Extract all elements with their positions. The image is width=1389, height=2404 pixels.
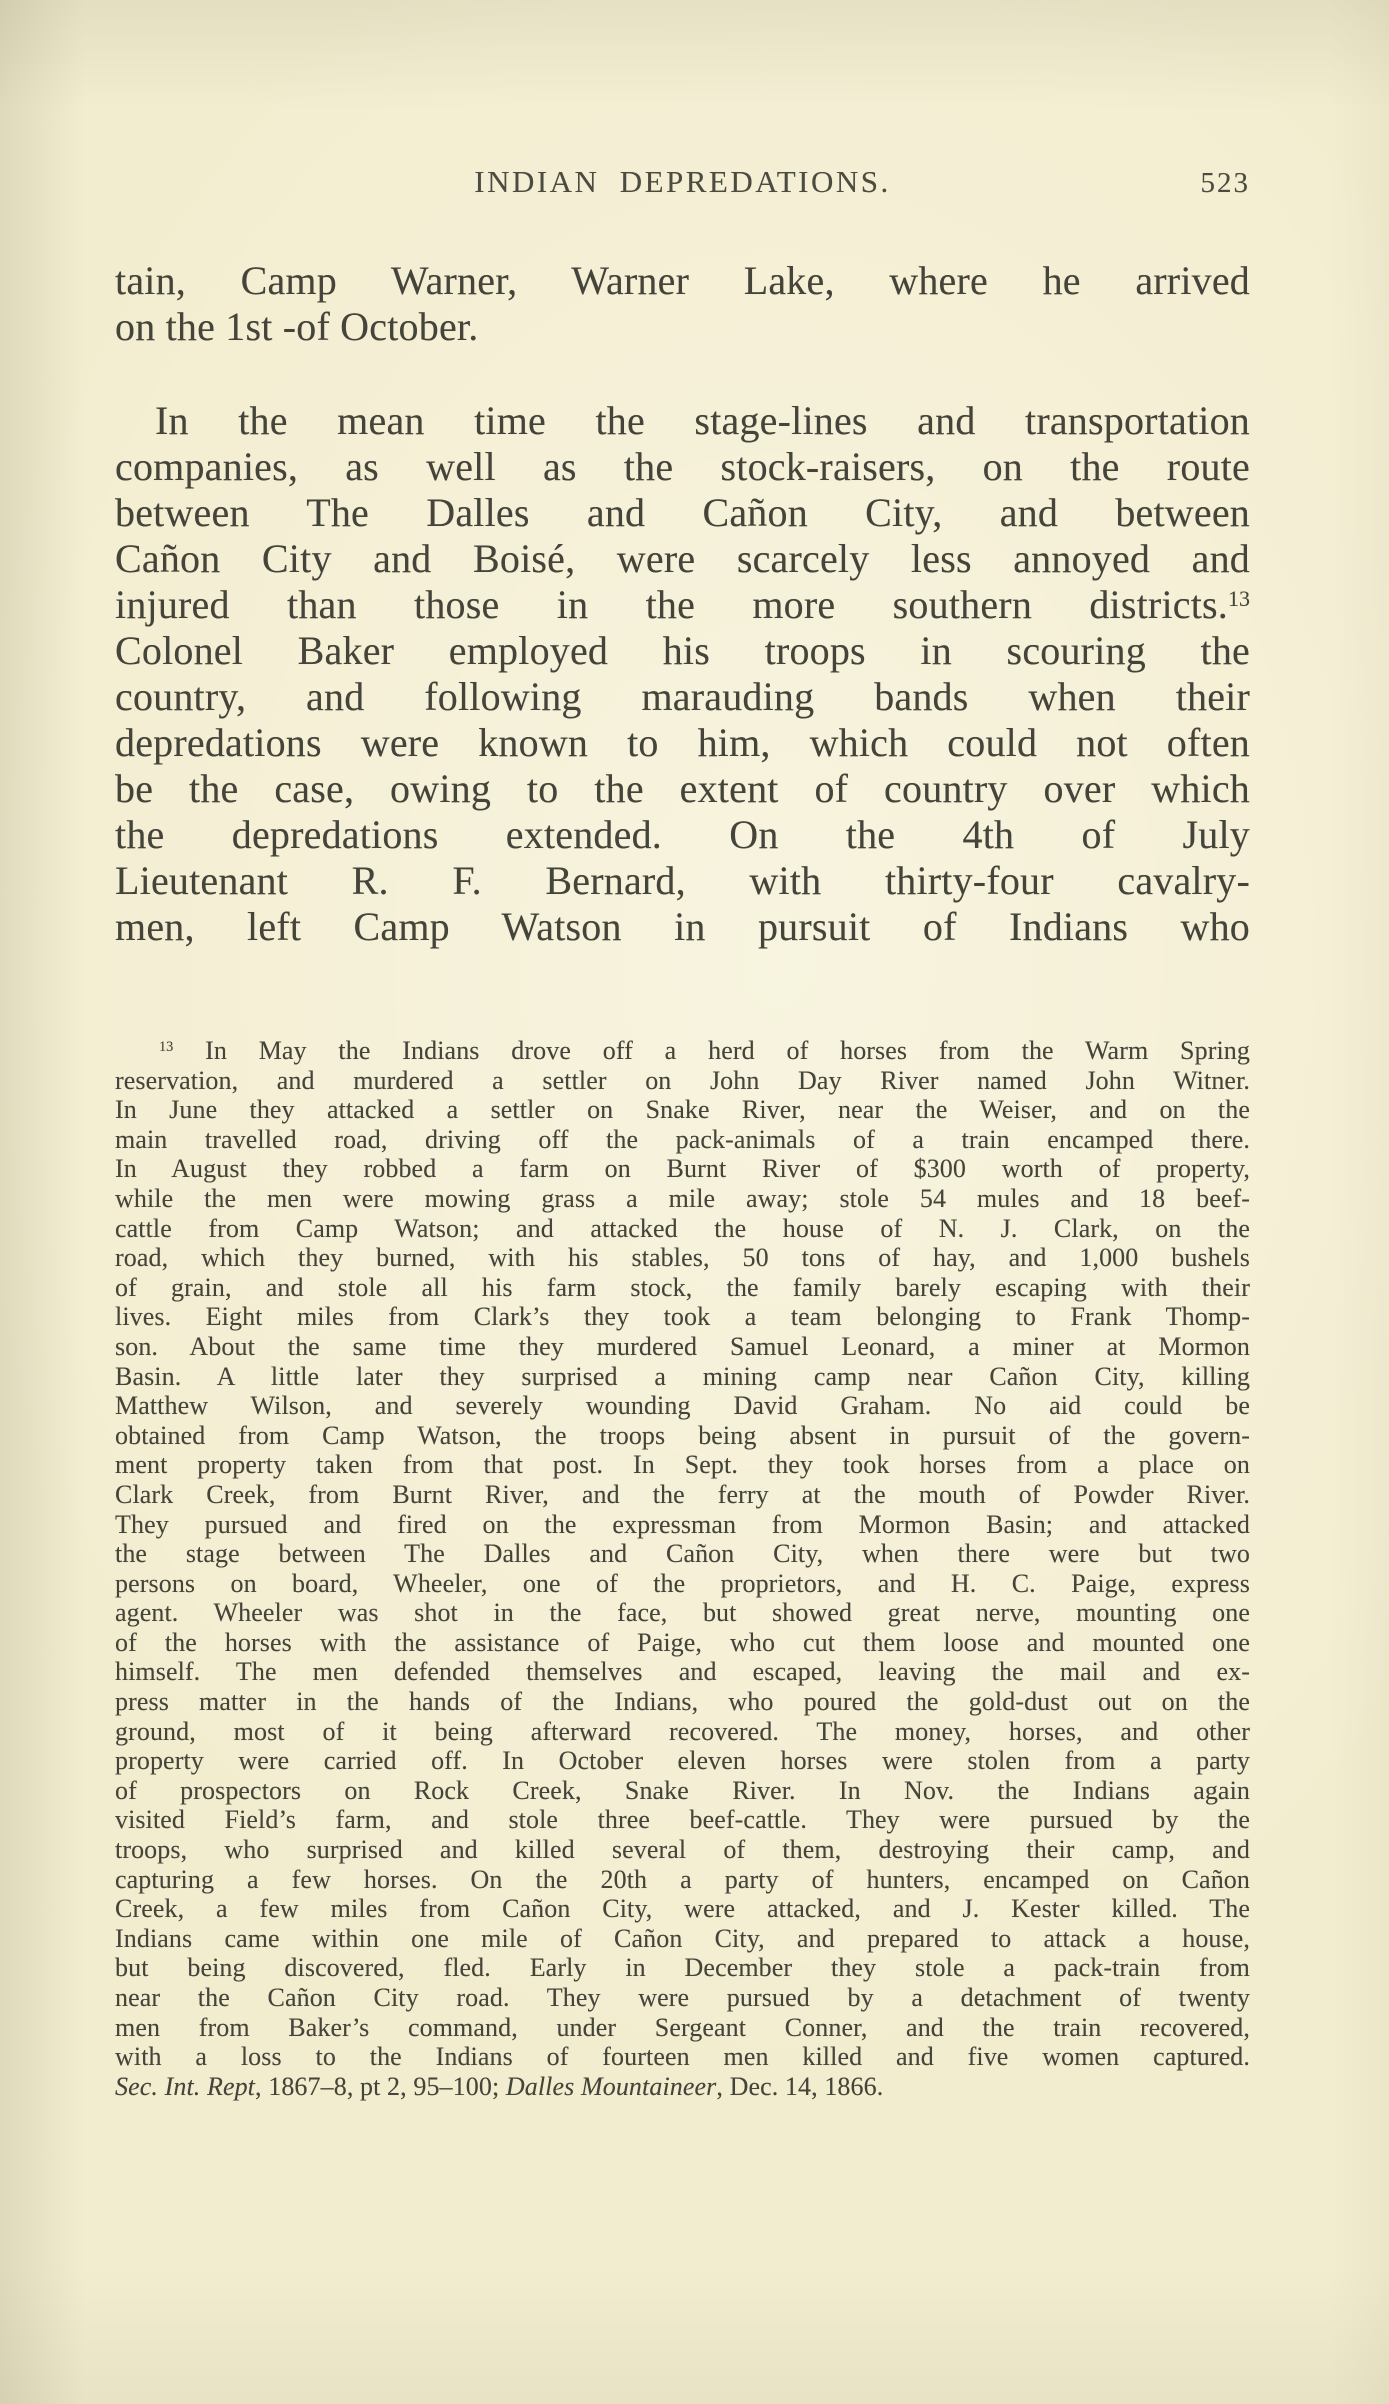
- footnote-line: [115, 1687, 1250, 1717]
- footnote-line: [115, 1539, 1250, 1569]
- page-header: [115, 164, 1250, 206]
- text-run: of grain, and stole all his farm stock, the family barely escaping with their: [115, 1272, 1250, 1302]
- text-run: the depredations extended. On the 4th of July: [115, 812, 1250, 857]
- text-run: Creek, a few miles from Cañon City, were attacked, and J. Kester killed. The: [115, 1894, 1250, 1924]
- text-run: press matter in the hands of the Indians, who poured the gold-dust out on the: [115, 1687, 1250, 1717]
- footnote-line: [115, 2072, 1250, 2102]
- text-run: In the mean time the stage-lines and transportation: [155, 398, 1250, 443]
- text-run: but being discovered, fled. Early in December they stole a pack-train from: [115, 1953, 1250, 1983]
- text-run: Indians came within one mile of Cañon City, and prepared to attack a house,: [115, 1923, 1250, 1953]
- footnote-line: [115, 1095, 1250, 1125]
- text-run: tain, Camp Warner, Warner Lake, where he arrived: [115, 258, 1250, 303]
- footnote-marker: 13: [159, 1039, 174, 1056]
- text-run: Matthew Wilson, and severely wounding David Graham. No aid could be: [115, 1391, 1250, 1421]
- footnote-line: [115, 1391, 1250, 1421]
- text-run: lives. Eight miles from Clark’s they took a team belonging to Frank Thomp-: [115, 1302, 1250, 1332]
- text-run: of prospectors on Rock Creek, Snake River. In Nov. the Indians again: [115, 1775, 1250, 1805]
- text-run: agent. Wheeler was shot in the face, but showed great nerve, mounting one: [115, 1598, 1250, 1628]
- text-run: They pursued and fired on the expressman from Mormon Basin; and attacked: [115, 1509, 1250, 1539]
- footnote: [115, 1036, 1250, 2101]
- footnote-line: [115, 1569, 1250, 1599]
- footnote-line: [115, 2042, 1250, 2072]
- footnote-line: [115, 1510, 1250, 1540]
- footnote-line: [115, 2013, 1250, 2043]
- text-run: with a loss to the Indians of fourteen men killed and five women captured.: [115, 2042, 1250, 2072]
- footnote-line: [115, 1628, 1250, 1658]
- text-line: [115, 444, 1250, 490]
- text-line: [115, 674, 1250, 720]
- text-run: of the horses with the assistance of Paige, who cut them loose and mounted one: [115, 1627, 1250, 1657]
- text-run: property were carried off. In October eleven horses were stolen from a party: [115, 1746, 1250, 1776]
- page-number: 523: [1200, 167, 1250, 199]
- running-title: INDIAN DEPREDATIONS.: [474, 164, 891, 199]
- footnote-line: [115, 1657, 1250, 1687]
- text-run: while the men were mowing grass a mile away; stole 54 mules and 18 beef-: [115, 1183, 1250, 1213]
- footnote-line: [115, 1835, 1250, 1865]
- text-line: [115, 720, 1250, 766]
- text-run: Lieutenant R. F. Bernard, with thirty-four cavalry-: [115, 858, 1250, 903]
- citation-text: Dalles Mountaineer: [505, 2071, 717, 2101]
- text-run: visited Field’s farm, and stole three beef-cattle. They were pursued by the: [115, 1805, 1250, 1835]
- text-run: men, left Camp Watson in pursuit of Indians who: [115, 904, 1250, 949]
- footnote-line: [115, 1184, 1250, 1214]
- footnote-line: [115, 1125, 1250, 1155]
- text-run: on the 1st -of October.: [115, 304, 479, 349]
- footnote-line: [115, 1214, 1250, 1244]
- text-run: In May the Indians drove off a herd of horses from the Warm Spring: [173, 1036, 1250, 1065]
- citation-text: Sec. Int. Rept: [115, 2071, 256, 2101]
- footnote-line: [115, 1421, 1250, 1451]
- footnote-line: [115, 1598, 1250, 1628]
- text-run: Colonel Baker employed his troops in scouring the: [115, 628, 1250, 673]
- footnote-line: [115, 1865, 1250, 1895]
- footnote-line: [115, 1332, 1250, 1362]
- text-line: [115, 258, 1250, 304]
- footnote-line: [115, 1805, 1250, 1835]
- text-run: , Dec. 14, 1866.: [716, 2071, 884, 2101]
- footnote-line: [115, 1776, 1250, 1806]
- text-run: persons on board, Wheeler, one of the proprietors, and H. C. Paige, express: [115, 1568, 1250, 1598]
- text-run: ground, most of it being afterward recovered. The money, horses, and other: [115, 1716, 1250, 1746]
- text-line: [115, 766, 1250, 812]
- text-run: son. About the same time they murdered Samuel Leonard, a miner at Mormon: [115, 1331, 1250, 1361]
- text-line: [115, 858, 1250, 904]
- footnote-line: [115, 1983, 1250, 2013]
- footnote-line: [115, 1924, 1250, 1954]
- text-run: cattle from Camp Watson; and attacked the house of N. J. Clark, on the: [115, 1213, 1250, 1243]
- text-run: main travelled road, driving off the pack-animals of a train encamped there.: [115, 1124, 1250, 1154]
- paragraph: [115, 398, 1250, 950]
- footnote-line: [115, 1717, 1250, 1747]
- text-line: [115, 536, 1250, 582]
- text-run: country, and following marauding bands when their: [115, 674, 1250, 719]
- text-run: the stage between The Dalles and Cañon City, when there were but two: [115, 1539, 1250, 1569]
- footnote-line: [115, 1302, 1250, 1332]
- text-run: be the case, owing to the extent of country over which: [115, 766, 1250, 811]
- text-run: between The Dalles and Cañon City, and between: [115, 490, 1250, 535]
- text-line: [115, 812, 1250, 858]
- main-text: [115, 258, 1250, 950]
- paragraph: [115, 1036, 1250, 2101]
- footnote-line: [115, 1036, 1250, 1066]
- text-run: himself. The men defended themselves and escaped, leaving the mail and ex-: [115, 1657, 1250, 1687]
- footnote-line: [115, 1953, 1250, 1983]
- footnote-line: [115, 1243, 1250, 1273]
- footnote-line: [115, 1154, 1250, 1184]
- text-run: obtained from Camp Watson, the troops being absent in pursuit of the govern-: [115, 1420, 1250, 1450]
- paragraph: [115, 258, 1250, 350]
- text-line: [115, 490, 1250, 536]
- text-run: , 1867–8, pt 2, 95–100;: [255, 2071, 506, 2101]
- text-line: [115, 398, 1250, 444]
- text-run: capturing a few horses. On the 20th a party of hunters, encamped on Cañon: [115, 1864, 1250, 1894]
- text-line: [115, 628, 1250, 674]
- text-run: Cañon City and Boisé, were scarcely less annoyed and: [115, 536, 1250, 581]
- footnote-line: [115, 1066, 1250, 1096]
- text-run: depredations were known to him, which could not often: [115, 720, 1250, 765]
- text-run: Basin. A little later they surprised a mining camp near Cañon City, killing: [115, 1361, 1250, 1391]
- text-line: [115, 582, 1250, 628]
- text-line: [115, 304, 1250, 350]
- footnote-line: [115, 1450, 1250, 1480]
- footnote-line: [115, 1480, 1250, 1510]
- text-run: ment property taken from that post. In Sept. they took horses from a place on: [115, 1450, 1250, 1480]
- footnote-line: [115, 1362, 1250, 1392]
- text-run: In June they attacked a settler on Snake River, near the Weiser, and on the: [115, 1095, 1250, 1125]
- text-run: Clark Creek, from Burnt River, and the ferry at the mouth of Powder River.: [115, 1479, 1250, 1509]
- footnote-line: [115, 1746, 1250, 1776]
- text-run: near the Cañon City road. They were pursued by a detachment of twenty: [115, 1983, 1250, 2012]
- text-line: [115, 904, 1250, 950]
- footnote-line: [115, 1273, 1250, 1303]
- footnote-marker: 13: [1228, 585, 1250, 611]
- text-run: road, which they burned, with his stables, 50 tons of hay, and 1,000 bushels: [115, 1243, 1250, 1273]
- text-run: In August they robbed a farm on Burnt River of $300 worth of property,: [115, 1154, 1250, 1184]
- footnote-line: [115, 1894, 1250, 1924]
- text-run: companies, as well as the stock-raisers, on the route: [115, 444, 1250, 489]
- text-run: troops, who surprised and killed several of them, destroying their camp, and: [115, 1835, 1250, 1865]
- text-run: men from Baker’s command, under Sergeant Conner, and the train recovered,: [115, 2012, 1250, 2042]
- text-run: injured than those in the more southern districts.: [115, 582, 1228, 627]
- text-run: reservation, and murdered a settler on John Day River named John Witner.: [115, 1065, 1250, 1095]
